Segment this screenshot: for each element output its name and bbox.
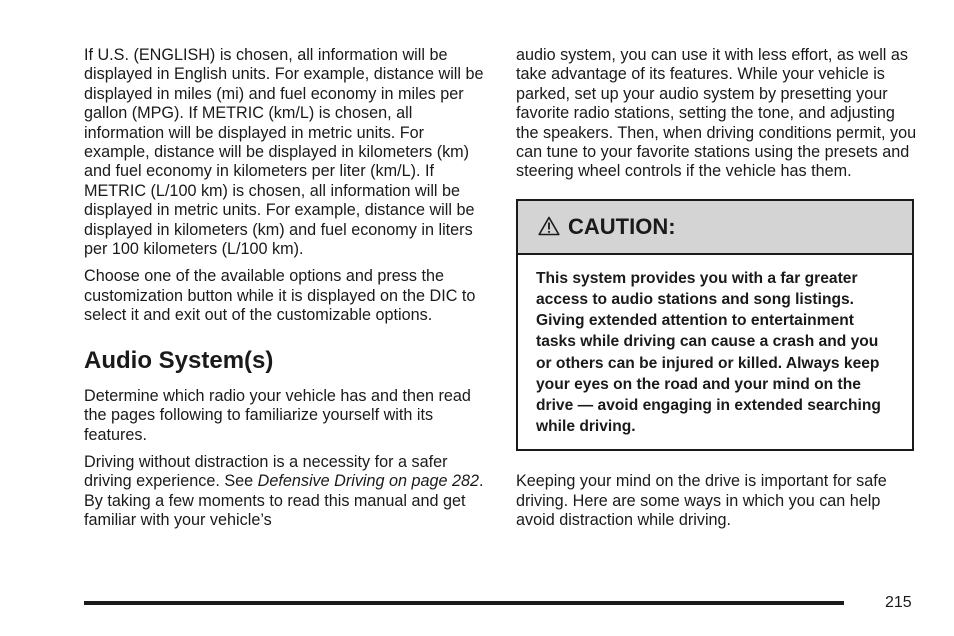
left-column [84, 46, 494, 531]
units-paragraph: If U.S. (ENGLISH) is chosen, all information will be displayed in English units. For example, distance will be displayed in miles (mi) and fuel economy in miles per gallon (MPG). If METRIC (km/L) is chosen, all information will be displayed in metric units. For example, distance will be displayed in kilometers (km) and fuel economy in kilometers per liter (km/L). If METRIC (L/100 km) is chosen, all information will be displayed in metric units. For example, distance will be displayed in kilometers (km) and fuel economy in liters per 100 kilometers (L/100 km). [84, 46, 484, 259]
section-heading: Audio System(s) [84, 346, 274, 374]
cross-reference: Defensive Driving on page 282 [257, 472, 480, 491]
caution-box [516, 199, 914, 452]
radio-paragraph: Determine which radio your vehicle has and then read the pages following to familiarize yourself with its features. [84, 386, 471, 444]
mind-on-drive-paragraph: Keeping your mind on the drive is important for safe driving. Here are some ways in which you can help avoid distraction while driving. [516, 472, 887, 530]
distraction-text-start: Driving without distraction is a necessity for a safer driving experience. See [84, 452, 448, 491]
right-column [516, 46, 921, 531]
warning-triangle-icon [538, 216, 560, 236]
audio-setup-paragraph: audio system, you can use it with less effort, as well as take advantage of its features. While your vehicle is parked, set up your audio system by presetting your favorite radio stations, setting the tone, and adjusting the speakers. Then, when driving conditions permit, you can tune to your favorite stations using the presets and steering wheel controls if the vehicle has them. [516, 46, 917, 181]
caution-text: This system provides you with a far greater access to audio stations and song listings. Giving extended attention to entertainment tasks while driving can cause a crash and you or others can be injured or killed. Always keep your eyes on the road and your mind on the drive — avoid engaging in extended searching while driving. [536, 269, 881, 436]
page-number: 215 [885, 594, 912, 611]
options-paragraph: Choose one of the available options and press the customization button while it is displayed on the DIC to select it and exit out of the customizable options. [84, 267, 476, 325]
footer-rule [84, 601, 844, 605]
caution-title: CAUTION: [568, 213, 676, 239]
caution-body [518, 255, 912, 450]
distraction-paragraph [84, 453, 494, 531]
distraction-text-end: . By taking a few moments to read this manual and get familiar with your vehicle’s [84, 472, 484, 530]
caution-header [518, 201, 912, 255]
